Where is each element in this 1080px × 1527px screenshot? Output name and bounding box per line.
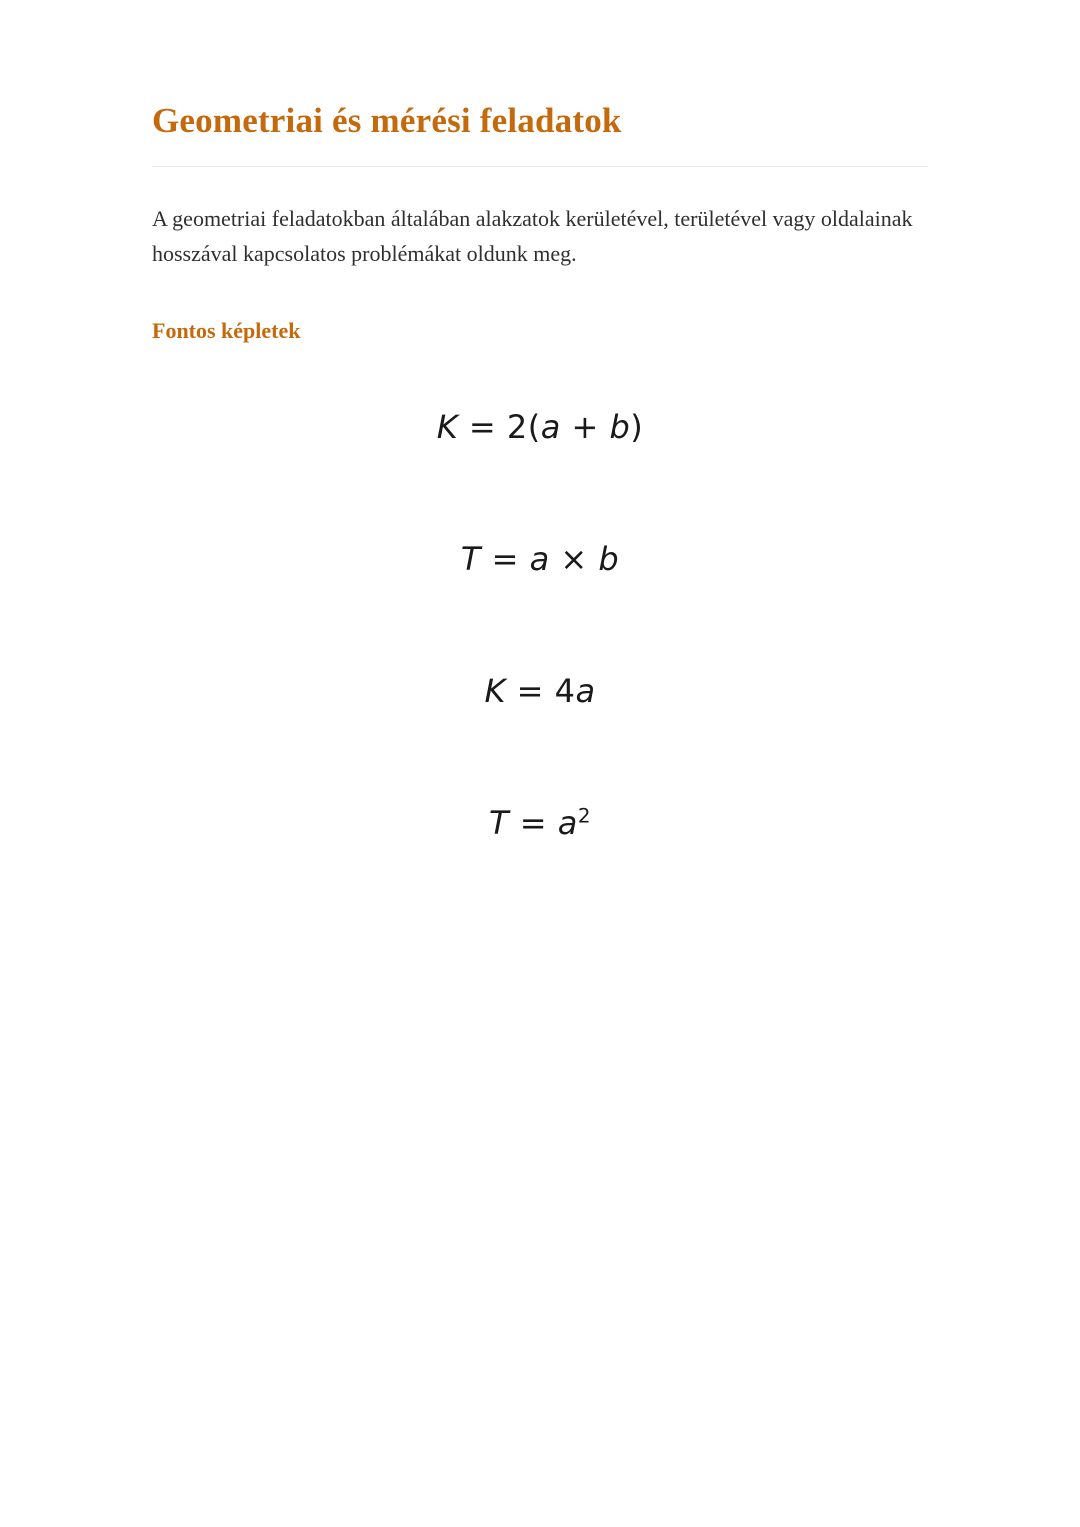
formula-square-area: $T = a^2$ (489, 803, 591, 842)
intro-paragraph: A geometriai feladatokban általában alakzatok kerületével, területével vagy oldalainak hosszával kapcsolatos problémákat oldunk meg. (152, 206, 913, 267)
formula-rectangle-area: T = a × b (460, 539, 620, 578)
formula-list (152, 404, 928, 846)
formula-square-perimeter: K = 4a (484, 671, 596, 710)
formula-rectangle-perimeter: K = 2(a + b) (436, 407, 644, 446)
page-title: Geometriai és mérési feladatok (152, 101, 622, 140)
title-divider (152, 166, 928, 167)
subheading-important-formulas: Fontos képletek (152, 318, 301, 344)
